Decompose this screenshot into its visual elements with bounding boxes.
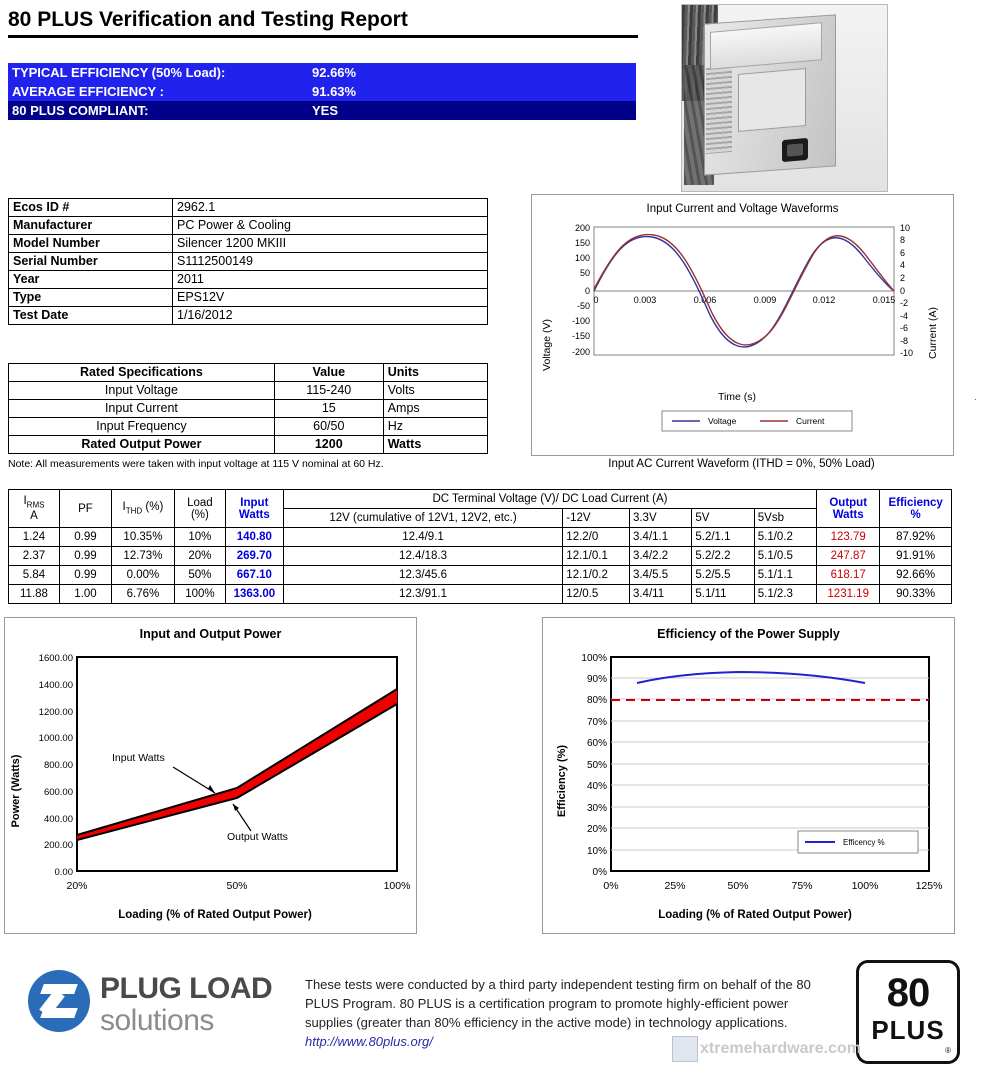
cell-33v: 3.4/1.1 [629, 528, 691, 547]
cell-5v: 5.2/5.5 [692, 566, 754, 585]
svg-text:-10: -10 [900, 348, 914, 358]
cell-5v: 5.2/2.2 [692, 547, 754, 566]
cell-output-watts: 247.87 [817, 547, 880, 566]
power-chart-svg [5, 641, 414, 926]
waveform-caption: Input AC Current Waveform (ITHD = 0%, 50% Load) [608, 458, 875, 470]
svg-text:30%: 30% [586, 803, 607, 814]
svg-text:0: 0 [593, 295, 599, 305]
summary-value: 91.63% [312, 84, 357, 99]
svg-text:4: 4 [900, 260, 906, 270]
svg-text:200: 200 [574, 223, 590, 233]
svg-text:75%: 75% [791, 880, 813, 892]
plug-load-solutions-logo [28, 966, 288, 1046]
header-load: Load (%) [174, 490, 225, 528]
svg-text:0.006: 0.006 [693, 295, 717, 305]
svg-text:20%: 20% [586, 824, 607, 835]
watermark-text: xtremehardware.com [700, 1040, 861, 1057]
cell-efficiency: 91.91% [880, 547, 952, 566]
summary-row-compliant [8, 101, 636, 120]
svg-text:90%: 90% [586, 674, 607, 685]
summary-label: 80 PLUS COMPLIANT: [12, 103, 149, 118]
rated-units: Volts [383, 382, 487, 400]
summary-label: AVERAGE EFFICIENCY : [12, 84, 164, 99]
psu-vent [706, 66, 732, 154]
svg-text:6: 6 [900, 248, 906, 258]
power-annotation-input: Input Watts [112, 752, 165, 764]
cell-irms: 5.84 [9, 566, 60, 585]
info-value: 2962.1 [173, 199, 488, 217]
table-header-row [9, 364, 488, 382]
cell-input-watts: 667.10 [225, 566, 283, 585]
cell-12v: 12.3/91.1 [283, 585, 563, 604]
svg-text:50: 50 [579, 268, 590, 278]
table-row [9, 271, 488, 289]
svg-text:10: 10 [900, 223, 911, 233]
cell-efficiency: 87.92% [880, 528, 952, 547]
power-xlabel: Loading (% of Rated Output Power) [118, 909, 312, 921]
page-edge-mark: . [974, 392, 977, 403]
svg-text:100%: 100% [581, 653, 607, 664]
table-row [9, 199, 488, 217]
svg-text:1600.00: 1600.00 [38, 653, 73, 664]
svg-text:40%: 40% [586, 781, 607, 792]
info-key: Manufacturer [9, 217, 173, 235]
rated-header-spec: Rated Specifications [9, 364, 275, 382]
info-key: Year [9, 271, 173, 289]
cell-load: 10% [174, 528, 225, 547]
svg-text:-50: -50 [576, 301, 590, 311]
svg-text:100: 100 [574, 253, 590, 263]
summary-label: TYPICAL EFFICIENCY (50% Load): [12, 65, 226, 80]
svg-text:10%: 10% [586, 846, 607, 857]
info-key: Test Date [9, 307, 173, 325]
plug-load-mark-icon [28, 970, 90, 1032]
page-title: 80 PLUS Verification and Testing Report [8, 8, 638, 38]
svg-text:125%: 125% [915, 880, 943, 892]
info-value: PC Power & Cooling [173, 217, 488, 235]
rated-units: Watts [383, 436, 487, 454]
power-ylabel: Power (Watts) [10, 754, 22, 828]
unit-info-table [8, 198, 488, 325]
cell-ithd: 0.00% [112, 566, 175, 585]
legend-label-efficiency: Efficency % [843, 838, 885, 847]
svg-text:-2: -2 [900, 298, 909, 308]
psu-ac-socket [782, 138, 808, 162]
rated-value: 15 [274, 400, 383, 418]
table-row [9, 307, 488, 325]
badge-number: 80 [886, 971, 930, 1015]
svg-text:200.00: 200.00 [43, 840, 73, 851]
header-dc-12v: 12V (cumulative of 12V1, 12V2, etc.) [283, 509, 563, 528]
header-dc-33v: 3.3V [629, 509, 691, 528]
svg-text:600.00: 600.00 [43, 787, 73, 798]
measurement-table [8, 489, 952, 604]
header-input-watts: Input Watts [225, 490, 283, 528]
cell-12v: 12.4/9.1 [283, 528, 563, 547]
power-supply-photo [681, 4, 888, 192]
rated-units: Hz [383, 418, 487, 436]
cell-minus12v: 12.1/0.2 [563, 566, 630, 585]
efficiency-chart [542, 617, 955, 934]
svg-text:-6: -6 [900, 323, 909, 333]
plug-load-diagonal [39, 989, 64, 1017]
header-ithd: $I_{THD}$ (%) [112, 490, 175, 528]
efficiency-chart-title: Efficiency of the Power Supply [657, 627, 840, 641]
cell-output-watts: 123.79 [817, 528, 880, 547]
waveform-chart [531, 194, 954, 456]
table-row [9, 436, 488, 454]
summary-value: YES [312, 103, 339, 118]
cell-efficiency: 92.66% [880, 566, 952, 585]
svg-text:50%: 50% [727, 880, 749, 892]
svg-text:0: 0 [900, 286, 906, 296]
header-dc-5v: 5V [692, 509, 754, 528]
header-irms: $I_{RMS}$ A [9, 490, 60, 528]
table-row [9, 253, 488, 271]
header-efficiency: Efficiency % [880, 490, 952, 528]
cell-5v: 5.2/1.1 [692, 528, 754, 547]
svg-text:20%: 20% [66, 880, 88, 892]
cell-efficiency: 90.33% [880, 585, 952, 604]
svg-text:0%: 0% [603, 880, 619, 892]
cell-minus12v: 12.2/0 [563, 528, 630, 547]
80plus-badge [856, 960, 960, 1064]
rated-spec: Input Current [9, 400, 275, 418]
cell-5vsb: 5.1/0.2 [754, 528, 816, 547]
cell-output-watts: 1231.19 [817, 585, 880, 604]
cell-5vsb: 5.1/0.5 [754, 547, 816, 566]
badge-registered-mark: ® [945, 1046, 951, 1055]
table-row [9, 528, 952, 547]
cell-load: 20% [174, 547, 225, 566]
svg-text:-8: -8 [900, 336, 909, 346]
logo-line-2: solutions [100, 1004, 214, 1037]
rated-value: 115-240 [274, 382, 383, 400]
header-dc-minus12v: -12V [563, 509, 630, 528]
rated-spec: Input Frequency [9, 418, 275, 436]
svg-text:70%: 70% [586, 717, 607, 728]
table-row [9, 382, 488, 400]
waveform-ylabel: Voltage (V) [541, 319, 553, 371]
cell-ithd: 10.35% [112, 528, 175, 547]
info-key: Serial Number [9, 253, 173, 271]
rated-specifications-table [8, 363, 488, 454]
cell-pf: 0.99 [59, 528, 111, 547]
cell-12v: 12.3/45.6 [283, 566, 563, 585]
svg-text:2: 2 [900, 273, 906, 283]
svg-text:8: 8 [900, 235, 906, 245]
waveform-y2label: Current (A) [927, 307, 939, 359]
info-value: 1/16/2012 [173, 307, 488, 325]
watermark-icon [672, 1036, 698, 1062]
badge-plus: PLUS [871, 1015, 945, 1045]
cell-33v: 3.4/5.5 [629, 566, 691, 585]
header-dc-group: DC Terminal Voltage (V)/ DC Load Current (A) [283, 490, 816, 509]
table-row [9, 235, 488, 253]
cell-irms: 11.88 [9, 585, 60, 604]
cell-load: 100% [174, 585, 225, 604]
svg-text:-100: -100 [571, 316, 590, 326]
legend-label-voltage: Voltage [708, 416, 737, 426]
svg-text:0.009: 0.009 [753, 295, 777, 305]
table-row [9, 547, 952, 566]
logo-line-1: PLUG LOAD [100, 972, 273, 1005]
svg-text:400.00: 400.00 [43, 814, 73, 825]
svg-text:1200.00: 1200.00 [38, 707, 73, 718]
svg-text:25%: 25% [664, 880, 686, 892]
svg-text:0%: 0% [592, 867, 607, 878]
rated-header-units: Units [383, 364, 487, 382]
cell-33v: 3.4/11 [629, 585, 691, 604]
rated-spec: Input Voltage [9, 382, 275, 400]
table-row [9, 566, 952, 585]
info-value: EPS12V [173, 289, 488, 307]
svg-text:0: 0 [584, 286, 590, 296]
power-chart-title: Input and Output Power [139, 627, 282, 641]
waveform-xlabel: Time (s) [717, 391, 757, 403]
summary-value: 92.66% [312, 65, 357, 80]
cell-input-watts: 269.70 [225, 547, 283, 566]
power-chart [4, 617, 417, 934]
table-row [9, 217, 488, 235]
efficiency-xlabel: Loading (% of Rated Output Power) [658, 909, 852, 921]
header-pf: PF [59, 490, 111, 528]
cell-12v: 12.4/18.3 [283, 547, 563, 566]
svg-text:80%: 80% [586, 695, 607, 706]
cell-minus12v: 12/0.5 [563, 585, 630, 604]
summary-panel [8, 63, 636, 120]
info-key: Model Number [9, 235, 173, 253]
cell-5vsb: 5.1/1.1 [754, 566, 816, 585]
cell-5v: 5.1/11 [692, 585, 754, 604]
table-row [9, 289, 488, 307]
cell-irms: 2.37 [9, 547, 60, 566]
info-value: S1112500149 [173, 253, 488, 271]
cell-33v: 3.4/2.2 [629, 547, 691, 566]
svg-text:1400.00: 1400.00 [38, 680, 73, 691]
cell-input-watts: 1363.00 [225, 585, 283, 604]
footer-link[interactable]: http://www.80plus.org/ [305, 1034, 433, 1049]
svg-text:0.012: 0.012 [812, 295, 836, 305]
table-header-row [9, 490, 952, 509]
svg-text:0.015: 0.015 [872, 295, 896, 305]
svg-text:1000.00: 1000.00 [38, 733, 73, 744]
summary-row-typical-efficiency [8, 63, 636, 82]
rated-units: Amps [383, 400, 487, 418]
rated-value: 60/50 [274, 418, 383, 436]
info-value: 2011 [173, 271, 488, 289]
svg-text:-4: -4 [900, 311, 909, 321]
svg-text:50%: 50% [226, 880, 248, 892]
cell-irms: 1.24 [9, 528, 60, 547]
cell-output-watts: 618.17 [817, 566, 880, 585]
svg-text:150: 150 [574, 238, 590, 248]
svg-text:0.003: 0.003 [633, 295, 657, 305]
cell-ithd: 6.76% [112, 585, 175, 604]
cell-minus12v: 12.1/0.1 [563, 547, 630, 566]
svg-text:100%: 100% [383, 880, 411, 892]
measurement-note: Note: All measurements were taken with input voltage at 115 V nominal at 60 Hz. [8, 458, 384, 470]
power-annotation-output: Output Watts [227, 831, 288, 843]
svg-text:60%: 60% [586, 738, 607, 749]
rated-value: 1200 [274, 436, 383, 454]
table-row [9, 400, 488, 418]
efficiency-chart-svg [543, 641, 952, 926]
header-dc-5vsb: 5Vsb [754, 509, 816, 528]
table-row [9, 418, 488, 436]
waveform-chart-title: Input Current and Voltage Waveforms [646, 203, 839, 215]
cell-pf: 0.99 [59, 566, 111, 585]
rated-header-value: Value [274, 364, 383, 382]
svg-text:-150: -150 [571, 331, 590, 341]
waveform-chart-svg [532, 215, 951, 440]
cell-load: 50% [174, 566, 225, 585]
cell-pf: 0.99 [59, 547, 111, 566]
svg-text:0.00: 0.00 [54, 867, 73, 878]
svg-text:50%: 50% [586, 760, 607, 771]
svg-text:800.00: 800.00 [43, 760, 73, 771]
rated-spec: Rated Output Power [9, 436, 275, 454]
legend-label-current: Current [796, 416, 825, 426]
cell-pf: 1.00 [59, 585, 111, 604]
svg-text:100%: 100% [851, 880, 879, 892]
summary-row-average-efficiency [8, 82, 636, 101]
cell-ithd: 12.73% [112, 547, 175, 566]
footer-disclaimer-text: These tests were conducted by a third party independent testing firm on behalf of the 80 PLUS Program. 80 PLUS is a certification program to promote highly-efficient power supplies (greater than 80% efficiency in the active mode) in technology applications. [305, 977, 811, 1030]
info-value: Silencer 1200 MKIII [173, 235, 488, 253]
header-output-watts: Output Watts [817, 490, 880, 528]
info-key: Ecos ID # [9, 199, 173, 217]
cell-input-watts: 140.80 [225, 528, 283, 547]
svg-text:-200: -200 [571, 347, 590, 357]
info-key: Type [9, 289, 173, 307]
psu-spec-label [738, 68, 806, 132]
table-row [9, 585, 952, 604]
cell-5vsb: 5.1/2.3 [754, 585, 816, 604]
efficiency-ylabel: Efficiency (%) [556, 744, 568, 818]
